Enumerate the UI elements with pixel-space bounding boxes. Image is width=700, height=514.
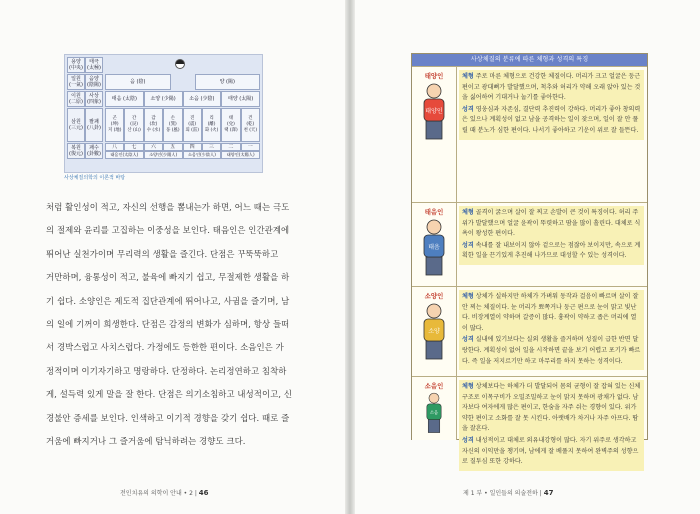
shirt-label: 태양인 (425, 108, 443, 115)
diagram-cell: 일원 (一氣) (67, 74, 85, 90)
body-type-key: 체형 (462, 209, 474, 216)
diagram-cell: 복원 (復元) (67, 143, 85, 159)
diagram-cell: 리 (離) 화 (火) (202, 108, 221, 142)
diagram-cell: 七 (124, 143, 143, 151)
diagram-cell: 소양인(少陽人) (144, 151, 183, 159)
constitution-row (412, 202, 647, 287)
personality-key: 성격 (462, 436, 474, 444)
diagram-cell: 태극 (太極) (85, 57, 103, 73)
constitution-description (459, 70, 644, 140)
left-body-text (46, 196, 314, 453)
diagram-cell: 태음인(太陰人) (105, 151, 144, 159)
table-title: 사상체질의 분류에 따른 체형과 성격의 특징 (412, 54, 647, 66)
constitution-description (459, 380, 644, 471)
person-figure-icon (414, 81, 454, 141)
diagram-cell: 팔괘 (八卦) (85, 108, 103, 142)
book-gutter (345, 0, 355, 514)
person-figure-icon (414, 391, 454, 434)
right-folio-title: 제 1 부 • 일인들의 의술전하 | (463, 490, 542, 497)
body-type-text: 상체가 실하지만 하체가 가벼워 동작과 걸음이 빠르며 살이 잘 안 찌는 체질이다. 눈 머리가 뾰쪽거나 둥근 편으로 눈이 맑고 빛난다. 비장계열이 약하며 갈증이 많다. 흉곽이 약하고 좁은 머리에 열이 많다. (462, 293, 639, 332)
diagram-cell: 양 (陽) (195, 74, 261, 90)
constitution-illustration (412, 377, 457, 440)
right-folio (463, 488, 553, 497)
personality-text: 실내에 있기보다는 실외 생활을 즐거하며 성질이 급한 반면 달랑한다. 계획성이 없어 일을 시작하면 끝을 보기 어렵고 포기가 빠르다. 즉 일을 저지르기만 하고 마무리를 하지 못하는 성격이다. (462, 336, 641, 365)
diagram-cell: 삼원 (三元) (67, 108, 85, 142)
right-page-number: 47 (543, 489, 554, 497)
left-page (0, 0, 349, 514)
diagram-cell: 소음 (少陰) (183, 91, 222, 107)
diagram-cell: 二 (221, 143, 240, 151)
constitution-name: 태음인 (424, 208, 444, 216)
body-line: 거만하며, 융통성이 적고, 불육에 빠지기 쉽고, 무절제한 생활을 하 (46, 272, 290, 283)
body-type-key: 체형 (462, 73, 474, 80)
person-figure-icon (414, 217, 454, 277)
diagram-cell: 一 (241, 143, 260, 151)
body-line: 기 쉽다. 소양인은 제도적 집단관계에 뛰어나고, 사귐을 즐기며, 남 (46, 295, 290, 306)
diagram-cell: 진 (震) 뢰 (雷) (183, 108, 202, 142)
constitution-description (459, 290, 644, 370)
diagram-cell: 태 (兌) 택 (澤) (221, 108, 240, 142)
body-type-key: 체형 (462, 293, 474, 300)
shirt-label: 태음 (428, 244, 440, 251)
body-line: 처럼 활인성이 적고, 자신의 선행을 뽐내는가 하면, 어느 때는 극도 (46, 202, 290, 212)
taeguk-icon (175, 59, 185, 69)
constitution-description (459, 206, 644, 265)
personality-key: 성격 (462, 105, 474, 113)
body-line: 뛰어난 실천가이며 무리력의 생활을 즐긴다. 단점은 꾸뚝뚝하고 (46, 248, 279, 259)
diagram-cell: 손 (巽) 풍 (風) (163, 108, 182, 142)
personality-key: 성격 (462, 241, 474, 249)
body-line: 의 일에 기꺼이 희생한다. 단점은 감정의 변화가 심하며, 항상 들떠 (46, 319, 290, 330)
constitution-illustration (412, 203, 457, 287)
diagram-cell: 곤 (坤) 지 (地) (105, 108, 124, 142)
diagram-cell: 감 (坎) 수 (水) (144, 108, 163, 142)
diagram-cell: 태음 (太陰) (105, 91, 144, 107)
left-folio-title: 전인치유의 의학이 안내 • 2 | (120, 490, 197, 497)
diagram-cell: 이원 (二原) (67, 91, 85, 107)
diagram-cell: 소양 (少陽) (144, 91, 183, 107)
shirt-label: 소양 (428, 328, 440, 335)
constitution-name: 소음인 (424, 382, 444, 390)
body-line: 서 경박스럽고 사치스럽다. 가정에도 등한한 편이다. 소음인은 가 (46, 342, 284, 353)
constitution-table (411, 53, 648, 466)
four-constitution-diagram (64, 54, 263, 173)
constitution-illustration (412, 67, 457, 203)
body-line: 게, 설득력 있게 말을 잘 한다. 단점은 의기소침하고 내성적이고, 신 (46, 389, 293, 400)
diagram-cell: 건 (乾) 천 (天) (241, 108, 260, 142)
body-type-key: 체형 (462, 383, 474, 390)
diagram-cell: 八 (105, 143, 124, 151)
constitution-row (412, 286, 647, 377)
constitution-name: 소양인 (424, 292, 444, 300)
diagram-cell: 용양 (中央) (67, 57, 85, 73)
diagram-cell: 사상 (四象) (85, 91, 103, 107)
diagram-cell: 六 (144, 143, 163, 151)
person-figure-icon (414, 301, 454, 361)
personality-key: 성격 (462, 336, 474, 344)
body-line: 정적이며 이기자기하고 명랑하다. 단정하다. 논리정연하고 침착하 (46, 365, 287, 376)
body-line: 의 절제와 윤리를 고집하는 이중성을 보인다. 태음인은 인간관계에 (46, 225, 290, 236)
diagram-cell: 四 (183, 143, 202, 151)
left-page-number: 46 (198, 489, 209, 497)
personality-text: 속내를 잘 내보이지 않아 겉으로는 점잖아 보이지만, 속으로 계획한 일을 끈기있게 추진해 나가므로 대성할 수 있는 성격이다. (462, 241, 641, 260)
diagram-cell: 三 (202, 143, 221, 151)
constitution-row (412, 376, 647, 466)
diagram-cell: 음 (陰) (105, 74, 171, 90)
body-type-text: 골격이 굵으며 살이 잘 찌고 손발이 큰 것이 특징이다. 허리 주위가 발달했으며 얼굴 윤곽이 뚜렷하고 땀을 많이 흘린다. 대체로 식욕이 왕성한 편이다. (462, 209, 641, 238)
constitution-name: 태양인 (424, 72, 444, 80)
constitution-illustration (412, 287, 457, 377)
body-line: 경불안 증세를 보인다. 인색하고 이기적 경향을 갖기 쉽다. 때로 즐 (46, 412, 290, 423)
constitution-row (412, 66, 647, 203)
shirt-label: 소음 (429, 410, 439, 416)
diagram-cell: 태양 (太陽) (221, 91, 260, 107)
diagram-cell: 음양 (陰陽) (85, 74, 103, 90)
diagram-cell: 소음인(少陰人) (183, 151, 222, 159)
body-type-text: 주로 마른 체형으로 건강한 체질이다. 머리가 크고 얼굴은 둥근 편이고 광대뼈가 발달했으며, 척추와 허리가 약해 오래 앉아 있는 것을 싫어하여 기대거나 눕기를 좋아한다. (462, 73, 641, 102)
diagram-cell: 괘수 (卦數) (85, 143, 103, 159)
personality-text: 내성적이고 대체로 외유내강형이 많다. 자기 위주로 생각하고 자신의 이익만을 챙기며, 남에게 잘 베풀지 못하여 완벽주의 성향으로 질투심 또한 강하다. (462, 436, 639, 466)
diagram-caption: 사상체질의학의 이론적 바탕 (64, 175, 126, 181)
body-line: 거움에 빠지거나 그 즐거움에 탐닉하려는 경향도 크다. (46, 436, 246, 447)
diagram-cell: 간 (艮) 산 (山) (124, 108, 143, 142)
diagram-cell: 五 (163, 143, 182, 151)
body-type-text: 상체보다는 하체가 더 발달되어 몸의 균형이 잘 잡혀 있는 신체구조로 이목구비가 오밀조밀하고 눈이 맑지 못하며 광채가 없다. 남자보다 여자에게 많은 편이고, 한숨을 자주 쉬는 경향이 있다. 위가 약한 편이고 소화를 잘 못 시킨다. 아랫배가 차거나 자주 아프다. 땀을 잘흔다. (462, 383, 641, 433)
left-folio (120, 488, 209, 497)
diagram-cell: 태양인(太陽人) (221, 151, 260, 159)
personality-text: 영웅심과 자존심, 결단력 추진력이 강하다. 머리가 좋아 창의력은 있으나 계획성이 없고 남을 공격하는 일이 잦으며, 일이 잘 안 풀릴 때 분노가 심한 편이다. 나서기 좋아하고 기운이 위로 잘 들뜬다. (462, 105, 641, 134)
